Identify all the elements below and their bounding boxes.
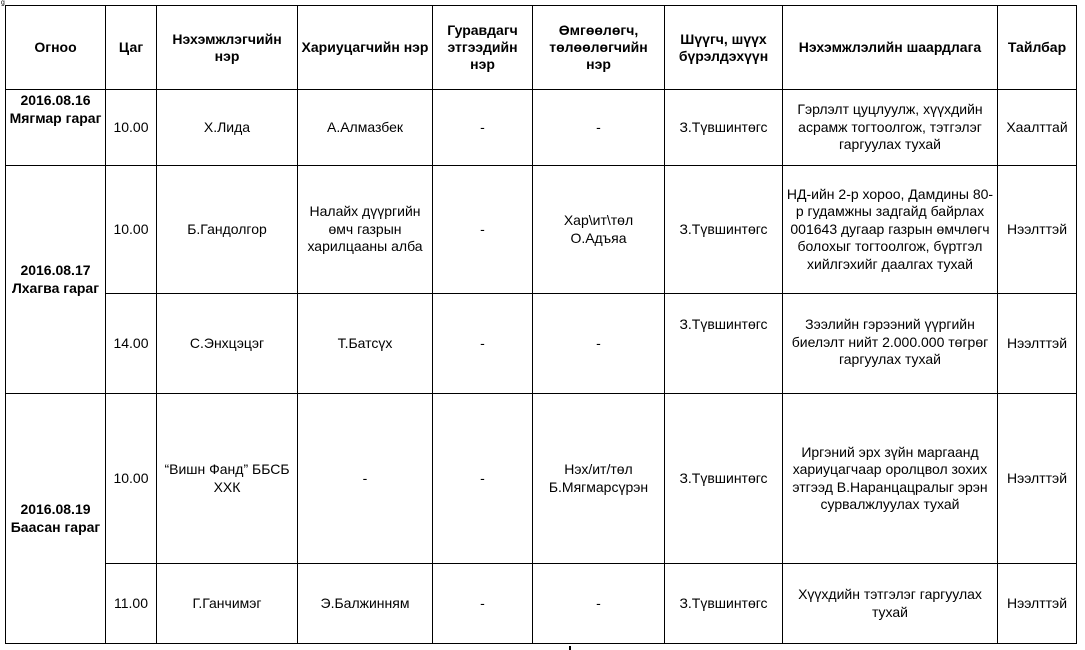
plaintiff-cell: С.Энхцэцэг bbox=[157, 294, 298, 394]
time-cell: 10.00 bbox=[106, 90, 157, 166]
representative-cell: Хар\ит\төл О.Адъяа bbox=[533, 166, 665, 294]
representative-cell: - bbox=[533, 564, 665, 644]
header-plaintiff: Нэхэмжлэгчийн нэр bbox=[157, 6, 298, 90]
header-time: Цаг bbox=[106, 6, 157, 90]
time-cell: 10.00 bbox=[106, 166, 157, 294]
time-cell: 11.00 bbox=[106, 564, 157, 644]
claim-cell: Зээлийн гэрээний үүргийн биелэлт нийт 2.000.000 төгрөг гаргуулах тухай bbox=[783, 294, 998, 394]
plaintiff-cell: “Вишн Фанд” ББСБ ХХК bbox=[157, 394, 298, 564]
representative-cell: - bbox=[533, 90, 665, 166]
remark-cell: Нээлттэй bbox=[998, 166, 1077, 294]
defendant-cell: А.Алмазбек bbox=[298, 90, 433, 166]
date-cell: 2016.08.17 Лхагва гараг bbox=[6, 166, 106, 394]
header-third-party: Гуравдагч этгээдийн нэр bbox=[433, 6, 533, 90]
plaintiff-cell: Г.Ганчимэг bbox=[157, 564, 298, 644]
header-judge: Шүүгч, шүүх бүрэлдэхүүн bbox=[665, 6, 783, 90]
judge-cell: З.Түвшинтөгс bbox=[665, 564, 783, 644]
representative-cell: - bbox=[533, 294, 665, 394]
header-representative: Өмгөөлөгч, төлөөлөгчийн нэр bbox=[533, 6, 665, 90]
defendant-cell: Налайх дүүргийн өмч газрын харилцааны алба bbox=[298, 166, 433, 294]
table-row bbox=[6, 294, 1077, 394]
court-schedule-table bbox=[5, 5, 1077, 644]
defendant-cell: Э.Балжинням bbox=[298, 564, 433, 644]
table-row bbox=[6, 90, 1077, 166]
judge-cell: З.Түвшинтөгс bbox=[665, 166, 783, 294]
remark-cell: Хаалттай bbox=[998, 90, 1077, 166]
third-party-cell: - bbox=[433, 294, 533, 394]
claim-cell: Хүүхдийн тэтгэлэг гаргуулах тухай bbox=[783, 564, 998, 644]
remark-cell: Нээлттэй bbox=[998, 394, 1077, 564]
third-party-cell: - bbox=[433, 166, 533, 294]
header-remark: Тайлбар bbox=[998, 6, 1077, 90]
claim-cell: Гэрлэлт цуцлуулж, хүүхдийн асрамж тогтоолгож, тэтгэлэг гаргуулах тухай bbox=[783, 90, 998, 166]
table-row bbox=[6, 394, 1077, 564]
header-claim: Нэхэмжлэлийн шаардлага bbox=[783, 6, 998, 90]
judge-cell: З.Түвшинтөгс bbox=[665, 394, 783, 564]
corner-mark: ᵍ bbox=[1, 0, 5, 10]
header-defendant: Хариуцагчийн нэр bbox=[298, 6, 433, 90]
header-row bbox=[6, 6, 1077, 90]
judge-cell: З.Түвшинтөгс bbox=[665, 294, 783, 394]
header-date: Огноо bbox=[6, 6, 106, 90]
time-cell: 14.00 bbox=[106, 294, 157, 394]
date-cell: 2016.08.19 Баасан гараг bbox=[6, 394, 106, 644]
page-edge-mark bbox=[569, 646, 571, 650]
remark-cell: Нээлттэй bbox=[998, 564, 1077, 644]
date-cell: 2016.08.16 Мягмар гараг bbox=[6, 90, 106, 166]
third-party-cell: - bbox=[433, 394, 533, 564]
judge-cell: З.Түвшинтөгс bbox=[665, 90, 783, 166]
table-row bbox=[6, 166, 1077, 294]
third-party-cell: - bbox=[433, 90, 533, 166]
third-party-cell: - bbox=[433, 564, 533, 644]
defendant-cell: Т.Батсүх bbox=[298, 294, 433, 394]
table-row bbox=[6, 564, 1077, 644]
time-cell: 10.00 bbox=[106, 394, 157, 564]
plaintiff-cell: Б.Гандолгор bbox=[157, 166, 298, 294]
remark-cell: Нээлттэй bbox=[998, 294, 1077, 394]
claim-cell: НД-ийн 2-р хороо, Дамдины 80-р гудамжны задгайд байрлах 001643 дугаар газрын өмчлөгч болохыг тогтоолгож, бүртгэл хийлгэхийг даалгах тухай bbox=[783, 166, 998, 294]
claim-cell: Иргэний эрх зүйн маргаанд хариуцагчаар оролцвол зохих этгээд В.Наранцацралыг эрэн сурвалжлуулах тухай bbox=[783, 394, 998, 564]
defendant-cell: - bbox=[298, 394, 433, 564]
representative-cell: Нэх/ит/төл Б.Мягмарсүрэн bbox=[533, 394, 665, 564]
plaintiff-cell: Х.Лида bbox=[157, 90, 298, 166]
